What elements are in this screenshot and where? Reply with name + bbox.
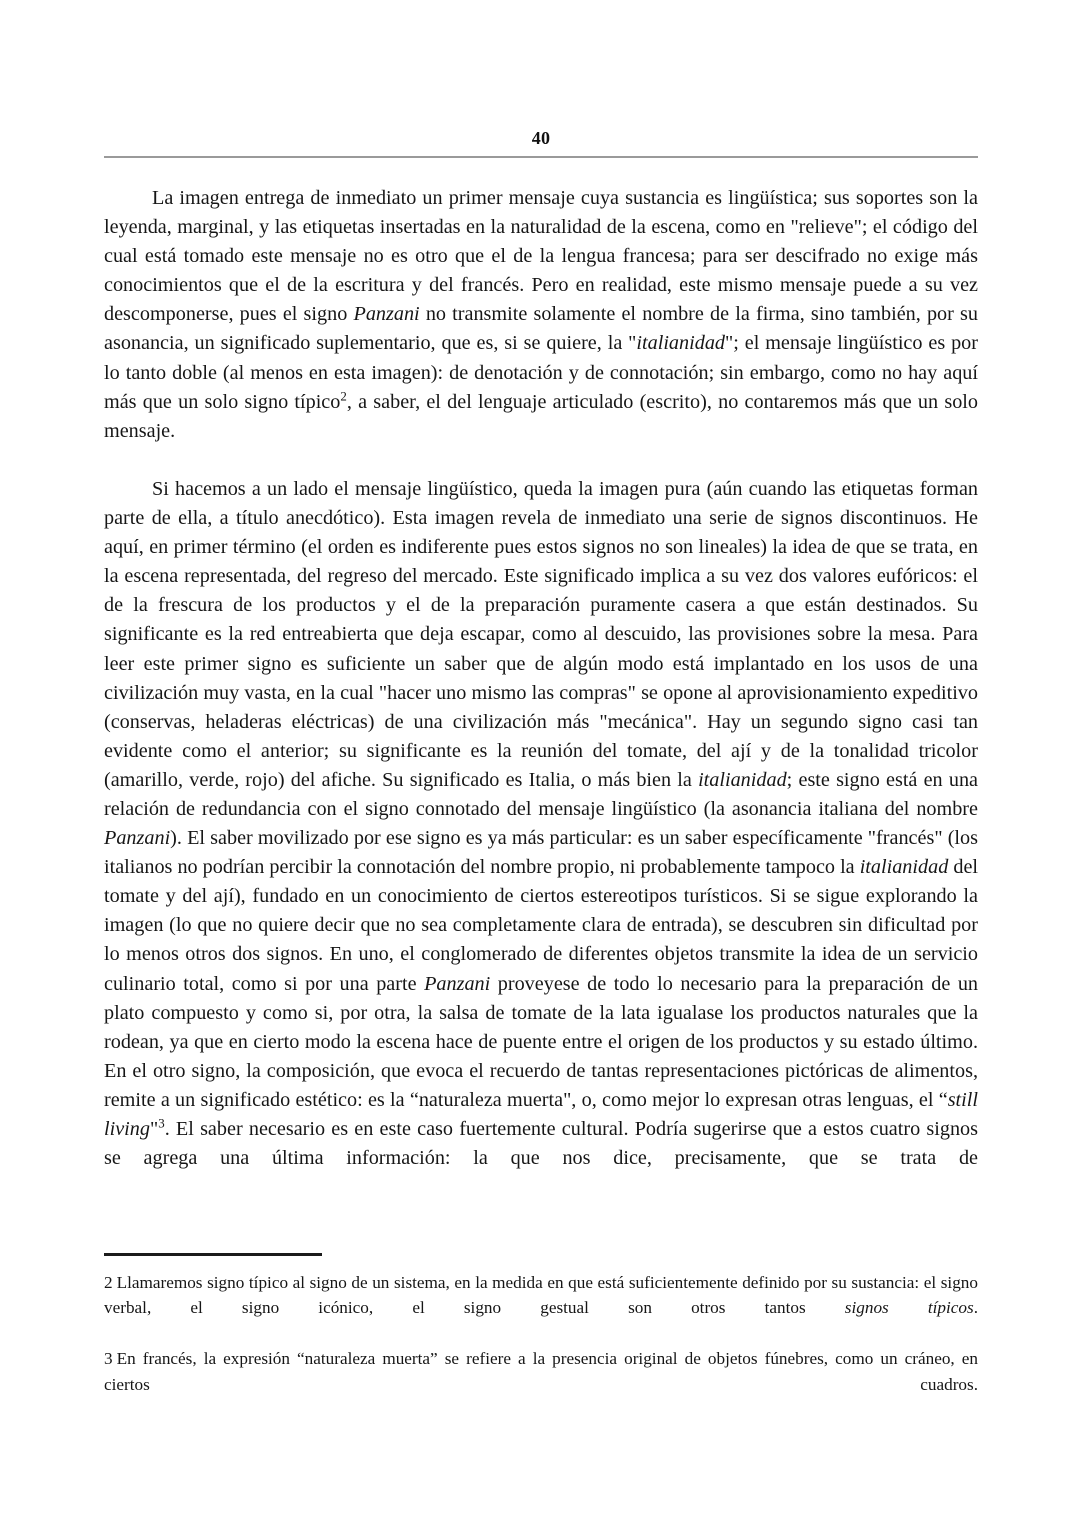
footnote-item xyxy=(104,1346,978,1423)
footnote-marker: 3 xyxy=(104,1349,113,1369)
page-number: 40 xyxy=(531,128,551,148)
footnote-text: Llamaremos signo típico al signo de un sistema, en la medida en que está suficientemente definido por su sustancia: el signo verbal, el signo icónico, el signo gestual son otros tantos signos típicos. xyxy=(104,1272,978,1318)
paragraph: La imagen entrega de inmediato un primer mensaje cuya sustancia es lingüística; sus soportes son la leyenda, marginal, y las etiquetas insertadas en la naturalidad de la escena, como en "relieve"; el código del cual está tomado este mensaje no es otro que el de la lengua francesa; para ser descifrado no exige más conocimientos que el de la escritura y del francés. Pero en realidad, este mismo mensaje puede a su vez descomponerse, pues el signo Panzani no transmite solamente el nombre de la firma, sino también, por su asonancia, un significado suplementario, que es, si se quiere, la "italianidad"; el mensaje lingüístico es por lo tanto doble (al menos en esta imagen): de denotación y de connotación; sin embargo, como no hay aquí más que un solo signo típico$^2$, a saber, el del lenguaje articulado (escrito), no contaremos más que un solo mensaje. xyxy=(104,187,978,442)
footnote-section xyxy=(104,1253,978,1423)
footnote-item xyxy=(104,1270,978,1347)
footnote-separator-rule xyxy=(104,1253,322,1256)
paragraph: Si hacemos a un lado el mensaje lingüístico, queda la imagen pura (aún cuando las etiquetas forman parte de ella, a título anecdótico). Esta imagen revela de inmediato una serie de signos discontinuos. He aquí, en primer término (el orden es indiferente pues estos signos no son lineales) la idea de que se trata, en la escena representada, del regreso del mercado. Este significado implica a su vez dos valores eufóricos: el de la frescura de los productos y el de la preparación puramente casera a que están destinados. Su significante es la red entreabierta que deja escapar, como al descuido, las provisiones sobre la mesa. Para leer este primer signo es suficiente un saber que de algún modo está implantado en los usos de una civilización muy vasta, en la cual "hacer uno mismo las compras" se opone al aprovisionamiento expeditivo (conservas, heladeras eléctricas) de una civilización más "mecánica". Hay un segundo signo casi tan evidente como el anterior; su significante es la reunión del tomate, del ají y de la tonalidad tricolor (amarillo, verde, rojo) del afiche. Su significado es Italia, o más bien la italianidad; este signo está en una relación de redundancia con el signo connotado del mensaje lingüístico (la asonancia italiana del nombre Panzani). El saber movilizado por ese signo es ya más particular: es un saber específicamente "francés" (los italianos no podrían percibir la connotación del nombre propio, ni probablemente tampoco la italianidad del tomate y del ají), fundado en un conocimiento de ciertos estereotipos turísticos. Si se sigue explorando la imagen (lo que no quiere decir que no sea completamente clara de entrada), se descubren sin dificultad por lo menos otros dos signos. En uno, el conglomerado de diferentes objetos transmite la idea de un servicio culinario total, como si por una parte Panzani proveyese de todo lo necesario para la preparación de un plato compuesto y como si, por otra, la salsa de tomate de la lata igualase los productos naturales que la rodean, ya que en cierto modo la escena hace de puente entre el origen de los productos y su estado último. En el otro signo, la composición, que evoca el recuerdo de tantas representaciones pictóricas de alimentos, remite a un significado estético: es la “naturaleza muerta", o, como mejor lo expresan otras lenguas, el “still living"$^3$. El saber necesario es en este caso fuertemente cultural. Podría sugerirse que a estos cuatro signos se agrega una última información: la que nos dice, precisamente, que se trata de xyxy=(104,477,979,1170)
footnote-marker: 2 xyxy=(104,1272,113,1292)
page-content xyxy=(104,0,978,1202)
body-text xyxy=(104,184,978,1202)
footnote-text: En francés, la expresión “naturaleza muerta” se refiere a la presencia original de objetos fúnebres, como un cráneo, en ciertos cuadros. xyxy=(104,1349,978,1394)
header-rule xyxy=(104,156,978,158)
